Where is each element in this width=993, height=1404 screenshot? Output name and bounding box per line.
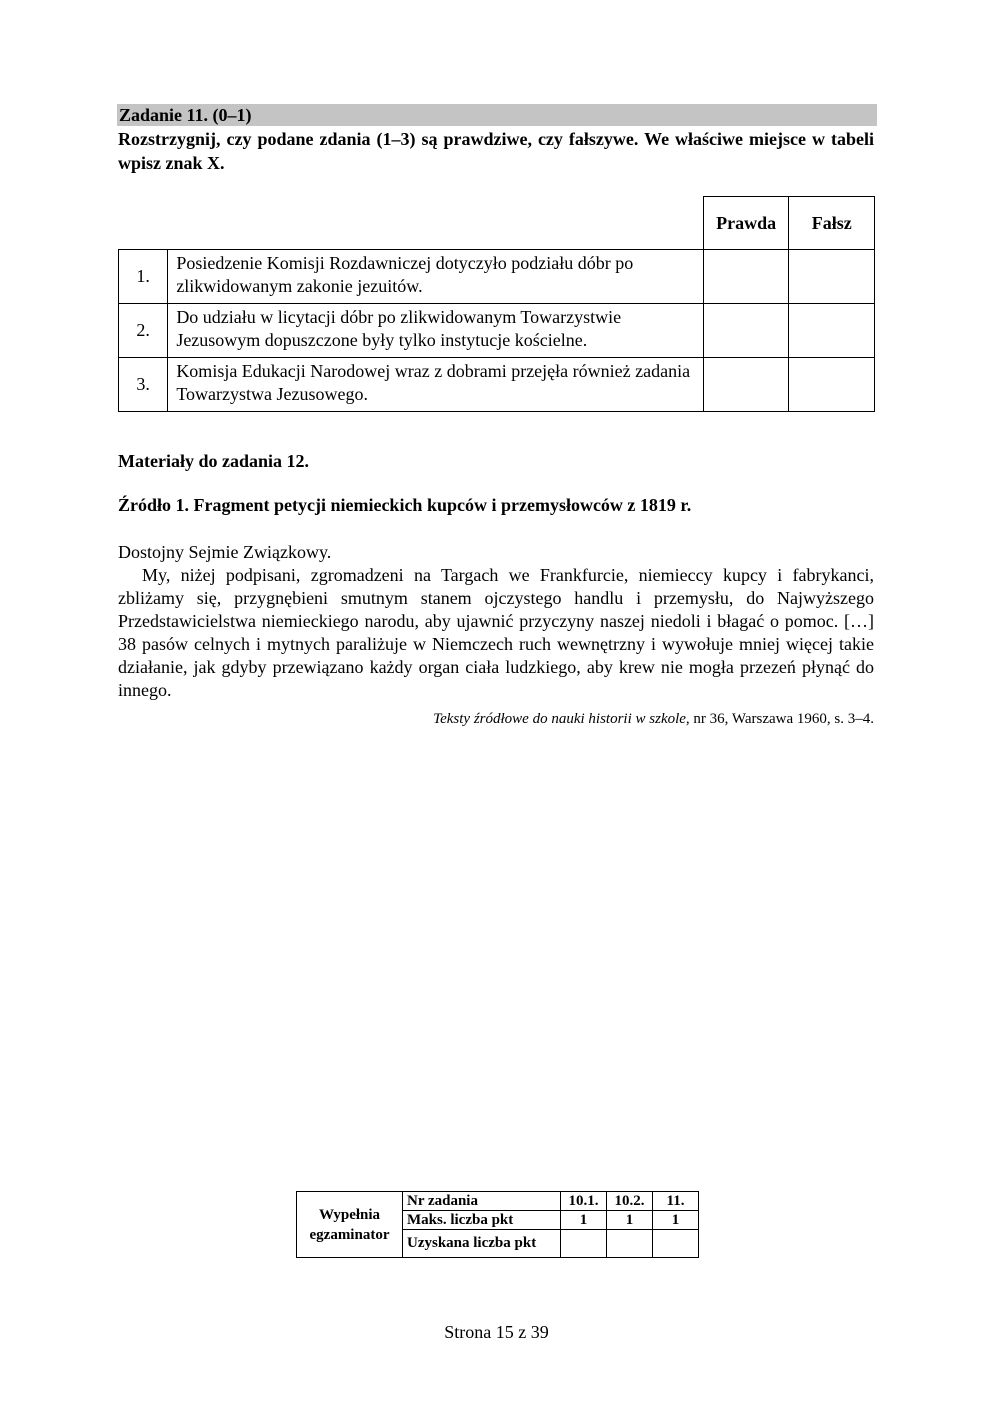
obtained-points-label: Uzyskana liczba pkt <box>403 1230 561 1258</box>
examiner-label <box>297 1192 403 1258</box>
max-points-label: Maks. liczba pkt <box>403 1211 561 1230</box>
source-title: Źródło 1. Fragment petycji niemieckich kupców i przemysłowców z 1819 r. <box>118 495 692 515</box>
true-false-table <box>118 196 875 412</box>
max-points-cell: 1 <box>607 1211 653 1230</box>
row-statement: Komisja Edukacji Narodowej wraz z dobrami przejęła również zadania Towarzystwa Jezusowego. <box>168 358 704 412</box>
header-true: Prawda <box>703 197 789 250</box>
max-points-cell: 1 <box>561 1211 607 1230</box>
obtained-points-cell[interactable] <box>653 1230 699 1258</box>
citation-title: Teksty źródłowe do nauki historii w szkole <box>433 711 686 727</box>
table-row <box>119 250 875 304</box>
empty-corner <box>119 197 704 250</box>
row-statement: Do udziału w licytacji dóbr po zlikwidowanym Towarzystwie Jezusowym dopuszczone były tylko instytucje kościelne. <box>168 304 704 358</box>
task-number-cell: 10.1. <box>561 1192 607 1211</box>
task-header: Zadanie 11. (0–1) <box>117 104 877 126</box>
task-number-label: Nr zadania <box>403 1192 561 1211</box>
obtained-points-cell[interactable] <box>607 1230 653 1258</box>
materials-heading: Materiały do zadania 12. <box>118 451 309 471</box>
table-row <box>119 304 875 358</box>
page-footer: Strona 15 z 39 <box>444 1322 549 1342</box>
row-number: 1. <box>119 250 168 304</box>
answer-true-cell[interactable] <box>703 304 789 358</box>
task-number-cell: 11. <box>653 1192 699 1211</box>
source-citation <box>433 711 874 728</box>
answer-false-cell[interactable] <box>789 250 875 304</box>
source-body: My, niżej podpisani, zgromadzeni na Targach we Frankfurcie, niemieccy kupcy i fabrykanci, zbliżamy się, przygnębieni smutnym stanem ojczystego handlu i przemysłu, do Najwyższego Przedstawicielstwa niemieckiego narodu, aby ujawnić przyczyny naszej niedoli i błagać o pomoc. […] 38 pasów celnych i mytnych paraliżuje w Niemczech ruch wewnętrzny i wywołuje mniej więcej takie działanie, jak gdyby przewiązano każdy organ ciała ludzkiego, aby krew nie mogła przezeń płynąć do innego. <box>118 565 874 700</box>
row-statement: Posiedzenie Komisji Rozdawniczej dotyczyło podziału dóbr po zlikwidowanym zakonie jezuitów. <box>168 250 704 304</box>
examiner-score-table <box>296 1191 699 1258</box>
answer-true-cell[interactable] <box>703 250 789 304</box>
source-salutation: Dostojny Sejmie Związkowy. <box>118 542 332 562</box>
row-number: 3. <box>119 358 168 412</box>
header-false: Fałsz <box>789 197 875 250</box>
answer-false-cell[interactable] <box>789 304 875 358</box>
task-instruction: Rozstrzygnij, czy podane zdania (1–3) są prawdziwe, czy fałszywe. We właściwe miejsce w tabeli wpisz znak X. <box>118 129 874 173</box>
score-row-task <box>297 1192 699 1211</box>
answer-false-cell[interactable] <box>789 358 875 412</box>
max-points-cell: 1 <box>653 1211 699 1230</box>
obtained-points-cell[interactable] <box>561 1230 607 1258</box>
row-number: 2. <box>119 304 168 358</box>
examiner-label-line1: Wypełnia <box>318 1206 381 1223</box>
task-number-cell: 10.2. <box>607 1192 653 1211</box>
citation-details: , nr 36, Warszawa 1960, s. 3–4. <box>685 711 874 727</box>
answer-true-cell[interactable] <box>703 358 789 412</box>
table-row <box>119 358 875 412</box>
examiner-label-line2: egzaminator <box>309 1226 390 1243</box>
table-header-row <box>119 197 875 250</box>
